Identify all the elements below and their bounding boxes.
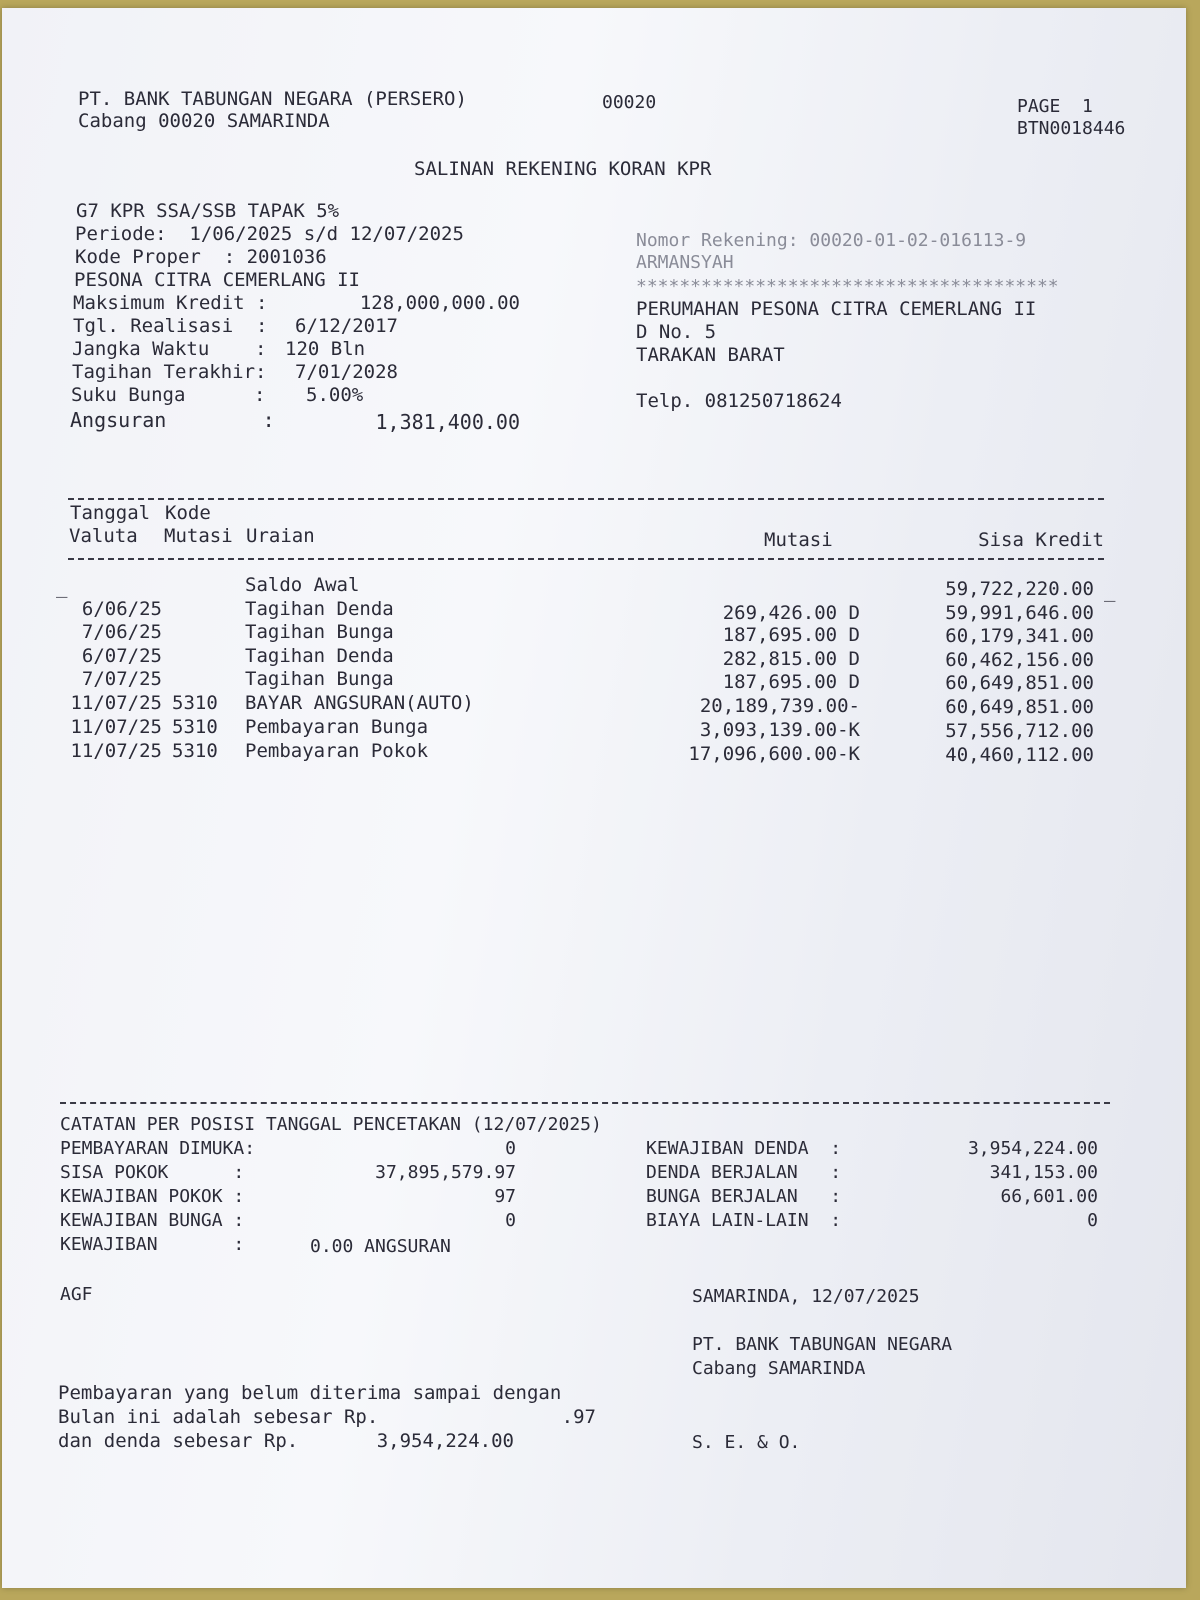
notes-title: CATATAN PER POSISI TANGGAL PENCETAKAN (12/07/2025) (60, 1114, 602, 1135)
kewajiban-bunga-value: 0 (505, 1210, 516, 1231)
bunga-berjalan-label: BUNGA BERJALAN : (646, 1186, 842, 1207)
row-sisa: 59,991,646.00 (945, 602, 1094, 624)
table-row (2, 740, 1186, 764)
row-uraian: Saldo Awal (245, 574, 360, 596)
col-valuta: Valuta (69, 525, 138, 547)
row-mutasi: 269,426.00 D (722, 602, 860, 624)
row-sisa: 60,179,341.00 (945, 625, 1094, 647)
place-date: SAMARINDA, 12/07/2025 (692, 1286, 920, 1307)
table-row (2, 621, 1186, 645)
document-id: BTN0018446 (1017, 118, 1126, 139)
tagihan-terakhir-value: 7/01/2028 (295, 361, 398, 383)
row-mutasi: 282,815.00 D (722, 648, 860, 670)
row-tanggal: 11/07/25 (70, 692, 162, 714)
row-uraian: Pembayaran Pokok (245, 740, 429, 762)
branch-code: 00020 (602, 92, 657, 113)
outstanding-amount: .97 (561, 1406, 596, 1428)
table-row (2, 692, 1186, 716)
row-sisa: 60,462,156.00 (945, 649, 1094, 671)
row-tanggal: 7/07/25 (81, 668, 162, 690)
outstanding-line-2: Bulan ini adalah sebesar Rp. (58, 1406, 379, 1428)
kewajiban-value: 0.00 ANGSURAN (310, 1236, 451, 1257)
sisa-pokok-value: 37,895,579.97 (375, 1162, 516, 1183)
margin-mark-left: _ (56, 576, 68, 598)
pembayaran-dimuka-label: PEMBAYARAN DIMUKA: (60, 1138, 256, 1159)
pembayaran-dimuka-value: 0 (505, 1138, 516, 1159)
col-tanggal: Tanggal (70, 502, 151, 524)
jangka-waktu-value: 120 Bln (285, 338, 366, 360)
address-line-2: D No. 5 (636, 321, 717, 343)
row-mutasi: 17,096,600.00-K (688, 743, 860, 765)
signature-bank: PT. BANK TABUNGAN NEGARA (692, 1334, 953, 1355)
denda-berjalan-label: DENDA BERJALAN : (646, 1162, 842, 1183)
tagihan-terakhir-label: Tagihan Terakhir: (72, 361, 267, 383)
row-mutasi: 187,695.00 D (722, 671, 860, 693)
row-kode: 5310 (172, 692, 218, 714)
row-sisa: 59,722,220.00 (945, 578, 1094, 600)
row-uraian: Tagihan Bunga (245, 621, 394, 643)
kewajiban-pokok-value: 97 (494, 1186, 516, 1207)
table-row (2, 716, 1186, 740)
customer-name: ARMANSYAH (636, 252, 734, 273)
row-sisa: 60,649,851.00 (945, 696, 1094, 718)
loan-periode: Periode: 1/06/2025 s/d 12/07/2025 (75, 223, 464, 245)
statement-paper (2, 8, 1186, 1588)
outstanding-line-3: dan denda sebesar Rp. (58, 1430, 299, 1452)
loan-project: PESONA CITRA CEMERLANG II (74, 269, 360, 291)
kewajiban-label: KEWAJIBAN : (60, 1234, 245, 1255)
kewajiban-denda-label: KEWAJIBAN DENDA : (646, 1138, 842, 1159)
masked-stars: *************************************** (636, 276, 1059, 297)
nomor-rekening: Nomor Rekening: 00020-01-02-016113-9 (636, 230, 1027, 251)
divider-notes (60, 1102, 1110, 1104)
suku-bunga-label: Suku Bunga : (71, 384, 266, 406)
row-sisa: 60,649,851.00 (945, 672, 1094, 694)
table-row (2, 574, 1186, 598)
row-kode: 5310 (172, 740, 218, 762)
margin-mark-right: _ (1104, 580, 1116, 602)
divider-top (68, 498, 1104, 500)
row-uraian: BAYAR ANGSURAN(AUTO) (245, 692, 474, 714)
denda-berjalan-value: 341,153.00 (989, 1162, 1098, 1183)
bunga-berjalan-value: 66,601.00 (1000, 1186, 1098, 1207)
errors-omissions: S. E. & O. (692, 1432, 801, 1453)
agf-code: AGF (60, 1284, 93, 1305)
kewajiban-bunga-label: KEWAJIBAN BUNGA : (60, 1210, 245, 1231)
row-uraian: Tagihan Bunga (245, 668, 394, 690)
address-line-3: TARAKAN BARAT (636, 344, 785, 366)
row-mutasi: 187,695.00 D (722, 624, 860, 646)
table-row (2, 668, 1186, 692)
row-kode: 5310 (172, 716, 218, 738)
signature-branch: Cabang SAMARINDA (692, 1358, 866, 1379)
tgl-realisasi-label: Tgl. Realisasi : (73, 315, 268, 337)
row-tanggal: 6/06/25 (81, 598, 162, 620)
angsuran-label: Angsuran : (70, 408, 275, 432)
angsuran-value: 1,381,400.00 (375, 410, 520, 434)
maks-kredit-label: Maksimum Kredit : (73, 292, 268, 314)
row-tanggal: 11/07/25 (70, 716, 162, 738)
kewajiban-denda-value: 3,954,224.00 (967, 1138, 1098, 1159)
document-title: SALINAN REKENING KORAN KPR (414, 158, 712, 180)
sisa-pokok-label: SISA POKOK : (60, 1162, 245, 1183)
row-mutasi: 3,093,139.00-K (699, 719, 860, 741)
bank-name: PT. BANK TABUNGAN NEGARA (PERSERO) (78, 88, 467, 110)
outstanding-line-1: Pembayaran yang belum diterima sampai dengan (58, 1382, 562, 1404)
biaya-lain-value: 0 (1087, 1210, 1098, 1231)
table-row (2, 645, 1186, 669)
row-uraian: Pembayaran Bunga (245, 716, 429, 738)
row-tanggal: 7/06/25 (81, 621, 162, 643)
col-mutasi: Mutasi (764, 529, 833, 551)
biaya-lain-label: BIAYA LAIN-LAIN : (646, 1210, 842, 1231)
row-uraian: Tagihan Denda (245, 598, 394, 620)
row-uraian: Tagihan Denda (245, 645, 394, 667)
suku-bunga-value: 5.00% (306, 384, 364, 406)
col-uraian: Uraian (246, 525, 315, 547)
col-kode: Kode (165, 502, 211, 524)
divider-header (68, 558, 1104, 560)
loan-product: G7 KPR SSA/SSB TAPAK 5% (76, 200, 340, 222)
col-sisa-kredit: Sisa Kredit (978, 529, 1104, 551)
row-tanggal: 6/07/25 (81, 645, 162, 667)
denda-amount: 3,954,224.00 (376, 1430, 514, 1452)
jangka-waktu-label: Jangka Waktu : (72, 338, 267, 360)
row-sisa: 40,460,112.00 (945, 744, 1094, 766)
telp: Telp. 081250718624 (636, 390, 842, 412)
loan-kode-proper: Kode Proper : 2001036 (75, 246, 327, 268)
col-mutasi-kode: Mutasi (164, 525, 233, 547)
address-line-1: PERUMAHAN PESONA CITRA CEMERLANG II (636, 298, 1037, 320)
table-row (2, 598, 1186, 622)
row-mutasi: 20,189,739.00- (699, 695, 860, 717)
maks-kredit-value: 128,000,000.00 (359, 292, 520, 314)
tgl-realisasi-value: 6/12/2017 (295, 315, 398, 337)
branch-name: Cabang 00020 SAMARINDA (78, 110, 330, 132)
kewajiban-pokok-label: KEWAJIBAN POKOK : (60, 1186, 245, 1207)
page-number: PAGE 1 (1017, 96, 1093, 117)
row-sisa: 57,556,712.00 (945, 720, 1094, 742)
row-tanggal: 11/07/25 (70, 740, 162, 762)
